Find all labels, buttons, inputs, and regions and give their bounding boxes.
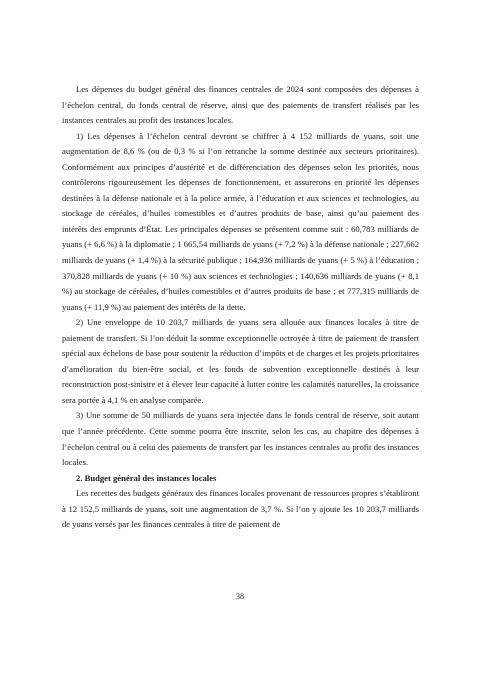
paragraph-transfer-payments: 2) Une enveloppe de 10 203,7 milliards de yuans sera allouée aux finances locales à titre de paiement de transfert. Si l’on déduit la somme exceptionnelle octroyée à titre de paiement de transfert spécial aux échelons de base pour soutenir la réduction d’impôts et de charges et les projets prioritaires d’amélioration du bien-être social, et les fonds de subvention exceptionnelle destinés à leur reconstruction post-sinistre et à élever leur capacité à lutter contre les calamités naturelles, la croissance sera portée à 4,1 % en analyse comparée. [62, 317, 419, 405]
paragraph-intro: Les dépenses du budget général des finances centrales de 2024 sont composées des dépenses à l’échelon central, du fonds central de réserve, ainsi que des paiements de transfert réalisés par les instances centrales au profit des instances locales. [62, 84, 419, 126]
section-heading: 2. Budget général des instances locales [76, 472, 217, 483]
document-body [62, 82, 419, 533]
paragraph-reserve-fund: 3) Une somme de 50 milliards de yuans sera injectée dans le fonds central de réserve, soit autant que l’année précédente. Cette somme pourra être inscrite, selon les cas, au chapitre des dépenses à l’échelon central ou à celui des paiements de transfert par les instances centrales au profit des instances locales. [62, 410, 419, 468]
paragraph-local-revenue: Les recettes des budgets généraux des finances locales provenant de ressources propres s’établiront à 12 152,5 milliards de yuans, soit une augmentation de 3,7 %. Si l’on y ajoute les 10 203,7 milliards de yuans versés par les finances centrales à titre de paiement de [62, 488, 419, 530]
page-number: 38 [236, 592, 244, 601]
paragraph-central-expenses: 1) Les dépenses à l’échelon central devront se chiffrer à 4 152 milliards de yuans, soit une augmentation de 8,6 % (ou de 0,3 % si l’on retranche la somme destinée aux secteurs prioritaires). Conformément aux principes d’austérité et de différenciation des dépenses selon les priorités, nous contrôlerons rigoureusement les dépenses de fonctionnement, et assurerons en priorité les dépenses destinées à la défense nationale et à la police armée, à l’éducation et aux sciences et technologies, au stockage de céréales, d’huiles comestibles et d’autres produits de base, ainsi qu’au paiement des intérêts des emprunts d’État. Les principales dépenses se présentent comme suit : 60,783 milliards de yuans (+ 6,6 %) à la diplomatie ; 1 665,54 milliards de yuans (+ 7,2 %) à la défense nationale ; 227,662 milliards de yuans (+ 1,4 %) à la sécurité publique ; 164,936 milliards de yuans (+ 5 %) à l’éducation ; 370,828 milliards de yuans (+ 10 %) aux sciences et technologies ; 140,636 milliards de yuans (+ 8,1 %) au stockage de céréales, d’huiles comestibles et d’autres produits de base ; et 777,315 milliards de yuans (+ 11,9 %) au paiement des intérêts de la dette. [62, 130, 419, 312]
